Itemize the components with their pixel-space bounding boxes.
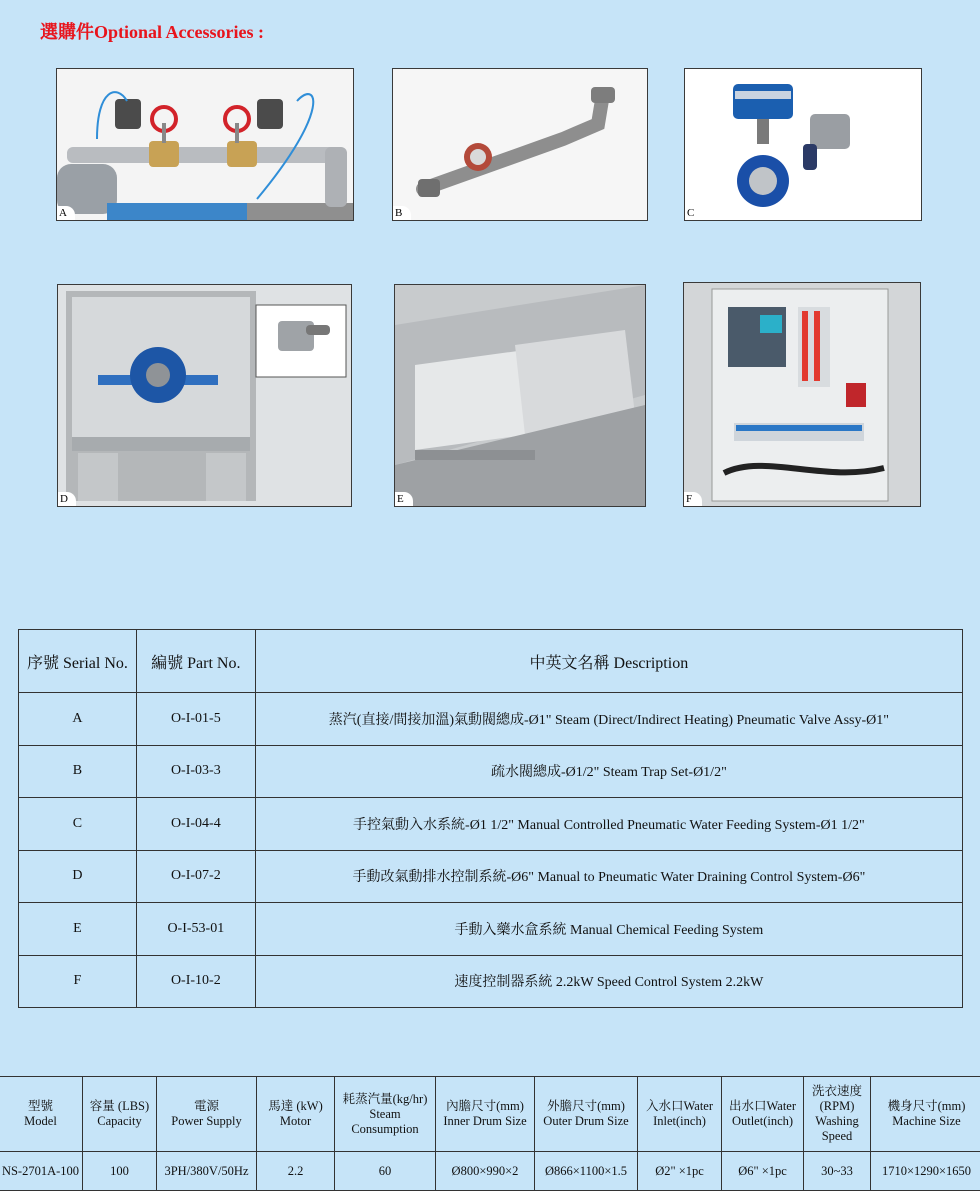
photo-f-speed-control bbox=[683, 282, 921, 507]
description-cell: 速度控制器系統 2.2kW Speed Control System 2.2kW bbox=[255, 955, 962, 1008]
spec-cell-power: 3PH/380V/50Hz bbox=[157, 1152, 257, 1191]
photo-label: C bbox=[685, 206, 703, 220]
photo-label: E bbox=[395, 492, 413, 506]
spec-cell-capacity: 100 bbox=[83, 1152, 157, 1191]
spec-header-water-outlet: 出水口Water Outlet(inch) bbox=[722, 1077, 804, 1152]
description-cell: 手動入藥水盒系統 Manual Chemical Feeding System bbox=[255, 903, 962, 956]
description-cell: 手動改氣動排水控制系統-Ø6" Manual to Pneumatic Water Draining Control System-Ø6" bbox=[255, 850, 962, 903]
table-row bbox=[19, 798, 963, 851]
spec-header-capacity: 容量 (LBS) Capacity bbox=[83, 1077, 157, 1152]
page-heading: 選購件Optional Accessories : bbox=[40, 18, 264, 44]
photo-label: A bbox=[57, 206, 75, 220]
spec-header-washing-speed: 洗衣速度 (RPM) Washing Speed bbox=[804, 1077, 871, 1152]
spec-cell-inner-drum: Ø800×990×2 bbox=[436, 1152, 535, 1191]
description-cell: 蒸汽(直接/間接加溫)氣動閥總成-Ø1" Steam (Direct/Indirect Heating) Pneumatic Valve Assy-Ø1" bbox=[255, 693, 962, 746]
serial-cell: C bbox=[19, 798, 137, 851]
table-row bbox=[19, 903, 963, 956]
part-cell: O-I-03-3 bbox=[136, 745, 255, 798]
spec-header-machine-size: 機身尺寸(mm) Machine Size bbox=[871, 1077, 980, 1152]
column-header-description: 中英文名稱 Description bbox=[255, 630, 962, 693]
part-cell: O-I-01-5 bbox=[136, 693, 255, 746]
spec-cell-outer-drum: Ø866×1100×1.5 bbox=[535, 1152, 638, 1191]
part-cell: O-I-07-2 bbox=[136, 850, 255, 903]
photo-d-drain-control bbox=[57, 284, 352, 507]
spec-header-outer-drum: 外膽尺寸(mm) Outer Drum Size bbox=[535, 1077, 638, 1152]
spec-cell-water-inlet: Ø2" ×1pc bbox=[638, 1152, 722, 1191]
serial-cell: D bbox=[19, 850, 137, 903]
table-header-row bbox=[19, 630, 963, 693]
part-cell: O-I-10-2 bbox=[136, 955, 255, 1008]
column-header-serial: 序號 Serial No. bbox=[19, 630, 137, 693]
column-header-part: 編號 Part No. bbox=[136, 630, 255, 693]
spec-cell-motor: 2.2 bbox=[257, 1152, 335, 1191]
photo-label: B bbox=[393, 206, 411, 220]
photo-b-steam-trap bbox=[392, 68, 648, 221]
spec-cell-steam: 60 bbox=[335, 1152, 436, 1191]
spec-header-row bbox=[0, 1077, 980, 1152]
spec-cell-washing-speed: 30~33 bbox=[804, 1152, 871, 1191]
table-row bbox=[19, 745, 963, 798]
serial-cell: B bbox=[19, 745, 137, 798]
spec-cell-machine-size: 1710×1290×1650 bbox=[871, 1152, 980, 1191]
accessories-table bbox=[18, 629, 963, 1008]
spec-cell-model: NS-2701A-100 bbox=[0, 1152, 83, 1191]
spec-header-model: 型號 Model bbox=[0, 1077, 83, 1152]
serial-cell: F bbox=[19, 955, 137, 1008]
part-cell: O-I-53-01 bbox=[136, 903, 255, 956]
description-cell: 疏水閥總成-Ø1/2" Steam Trap Set-Ø1/2" bbox=[255, 745, 962, 798]
photo-e-chemical-feeding bbox=[394, 284, 646, 507]
spec-table bbox=[0, 1076, 980, 1191]
photo-c-pneumatic-water-feed bbox=[684, 68, 922, 221]
spec-header-steam: 耗蒸汽量(kg/hr) Steam Consumption bbox=[335, 1077, 436, 1152]
serial-cell: E bbox=[19, 903, 137, 956]
serial-cell: A bbox=[19, 693, 137, 746]
table-row bbox=[19, 850, 963, 903]
spec-header-power: 電源 Power Supply bbox=[157, 1077, 257, 1152]
spec-header-motor: 馬達 (kW) Motor bbox=[257, 1077, 335, 1152]
description-cell: 手控氣動入水系統-Ø1 1/2" Manual Controlled Pneumatic Water Feeding System-Ø1 1/2" bbox=[255, 798, 962, 851]
spec-header-water-inlet: 入水口Water Inlet(inch) bbox=[638, 1077, 722, 1152]
table-row bbox=[19, 955, 963, 1008]
part-cell: O-I-04-4 bbox=[136, 798, 255, 851]
table-row bbox=[19, 693, 963, 746]
spec-header-inner-drum: 內膽尺寸(mm) Inner Drum Size bbox=[436, 1077, 535, 1152]
spec-cell-water-outlet: Ø6" ×1pc bbox=[722, 1152, 804, 1191]
photo-label: F bbox=[684, 492, 702, 506]
photo-label: D bbox=[58, 492, 76, 506]
photo-a-steam-valve-assy bbox=[56, 68, 354, 221]
